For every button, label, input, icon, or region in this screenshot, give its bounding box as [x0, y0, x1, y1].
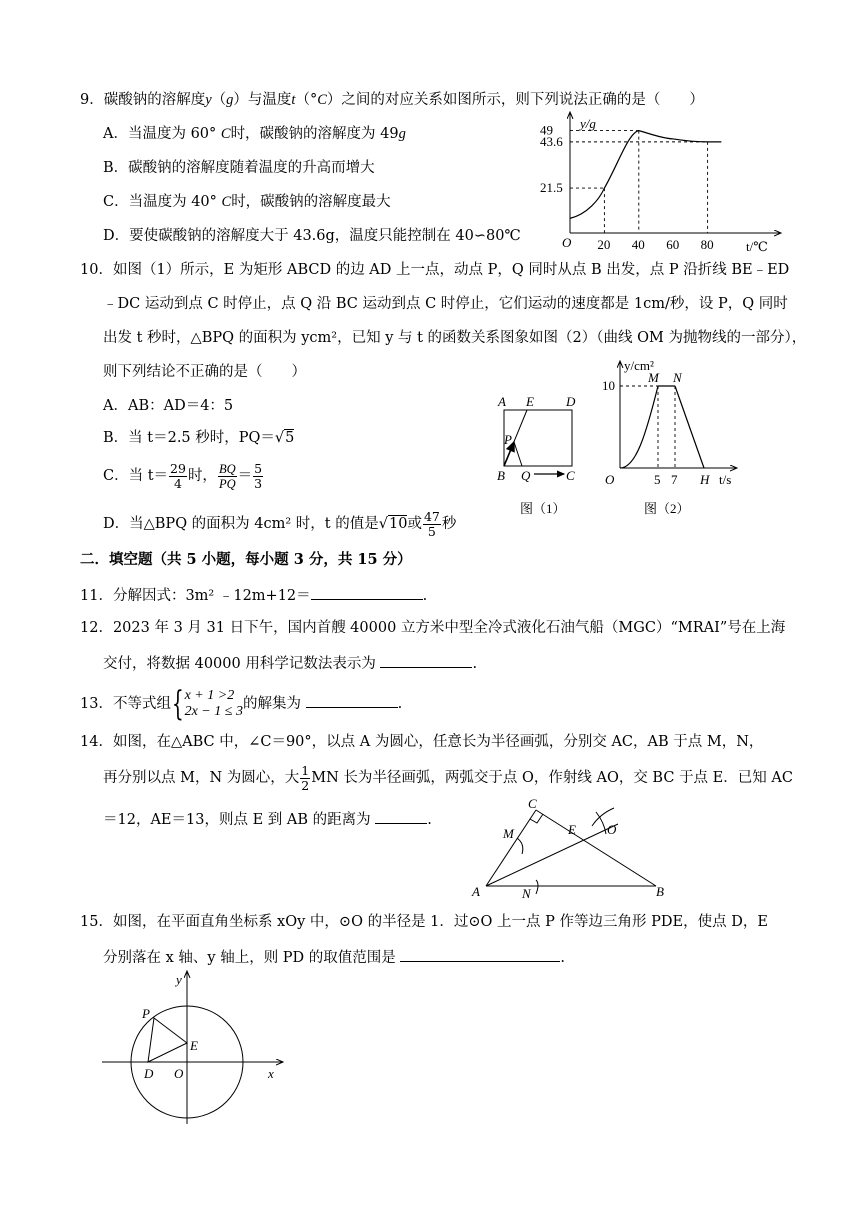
point-d: D: [566, 394, 576, 409]
q9-stem: 9．碳酸钠的溶解度y（g）与温度t（°C）之间的对应关系如图所示，则下列说法正确的是（ ）: [80, 92, 704, 108]
q10-line2: ﹣DC 运动到点 C 时停止，点 Q 沿 BC 运动到点 C 时停止，它们运动的速度都是 1cm/秒，设 P，Q 同时: [103, 296, 788, 312]
x-tick-label: 20: [597, 237, 611, 252]
point-e: E: [190, 1038, 198, 1053]
x-axis-label: t/℃: [746, 239, 768, 254]
q14-answer-blank[interactable]: [375, 808, 427, 824]
q10-option-a: A．AB：AD＝4：5: [103, 398, 234, 414]
point-p: P: [504, 432, 512, 447]
figure-2-caption: 图（2）: [644, 501, 690, 516]
t-label: t/s: [719, 472, 732, 487]
point-n: N: [673, 370, 682, 385]
point-h: H: [700, 472, 710, 487]
rectangle-abcd: [504, 410, 572, 466]
section-title: 二．填空题（共 5 小题，每小题 3 分，共 15 分）: [80, 551, 412, 568]
q9-option-b: B．碳酸钠的溶解度随着温度的升高而增大: [103, 160, 375, 176]
y-axis-label: y/g: [580, 116, 596, 131]
q10-line3: 出发 t 秒时，△BPQ 的面积为 ycm²，已知 y 与 t 的函数关系图象如图（2）（曲线 OM 为抛物线的一部分），: [103, 330, 807, 346]
q14-figure: [470, 796, 680, 900]
x-tick-label: 60: [666, 237, 680, 252]
y-tick-label: 49: [540, 122, 553, 138]
y-label: y/cm²: [624, 358, 654, 373]
q12-line1: 12．2023 年 3 月 31 日下午，国内首艘 40000 立方米中型全冷式液化石油气船（MGC）“MRAI”号在上海: [80, 620, 786, 636]
arc-n: [536, 880, 538, 894]
point-o: O: [607, 822, 617, 837]
q9-option-d: D．要使碳酸钠的溶解度大于 43.6g，温度只能控制在 40∽80℃: [103, 228, 521, 244]
y-tick-label: 43.6: [540, 133, 563, 149]
q15-figure: [98, 966, 288, 1126]
x-tick-label: 40: [631, 237, 645, 252]
segment-nh: [675, 386, 704, 468]
q10-line1: 10．如图（1）所示，E 为矩形 ABCD 的边 AD 上一点，动点 P，Q 同时从点 B 出发，点 P 沿折线 BE﹣ED: [80, 262, 790, 278]
q10-figure-1: [492, 392, 592, 522]
triangle-pde: [148, 1018, 187, 1062]
solubility-chart: [540, 108, 790, 258]
q11: 11．分解因式：3m² ﹣12m+12＝ .: [80, 584, 427, 606]
q14-line1: 14．如图，在△ABC 中，∠C＝90°，以点 A 为圆心，任意长为半径画弧，分别交 AC，AB 于点 M，N，: [80, 734, 764, 750]
curve-om: [620, 386, 658, 468]
point-a: A: [498, 394, 506, 409]
y-tick-label: 21.5: [540, 180, 563, 196]
point-b: B: [656, 884, 664, 899]
q15-line2: 分别落在 x 轴、y 轴上，则 PD 的取值范围是 .: [103, 946, 565, 968]
tick-7: 7: [671, 472, 678, 487]
origin-label: O: [562, 235, 572, 250]
x-label: x: [268, 1066, 274, 1081]
tick-5: 5: [654, 472, 661, 487]
q13-answer-blank[interactable]: [306, 692, 398, 708]
q12-line2: 交付，将数据 40000 用科学记数法表示为 .: [103, 652, 477, 674]
x-tick-label: 80: [700, 237, 714, 252]
y-label: y: [176, 972, 182, 987]
point-n: N: [522, 886, 531, 900]
point-e: E: [568, 822, 576, 837]
point-o: O: [174, 1066, 184, 1081]
figure-1-caption: 图（1）: [520, 501, 566, 516]
arc-m: [517, 838, 523, 854]
point-b: B: [497, 468, 505, 483]
tick-10: 10: [602, 378, 615, 393]
q9-option-a: A．当温度为 60° C时，碳酸钠的溶解度为 49g: [103, 126, 406, 142]
point-d: D: [144, 1066, 154, 1081]
segment-pq: [514, 442, 522, 466]
q10-option-d: D．当△BPQ 的面积为 4cm² 时，t 的值是√10或 $\frac{47}{5}$ 秒: [103, 508, 457, 539]
q10-option-b: B．当 t＝2.5 秒时，PQ＝√5: [103, 430, 295, 446]
origin: O: [605, 472, 615, 487]
q14-line3: ＝12，AE＝13，则点 E 到 AB 的距离为 .: [103, 808, 432, 830]
q15-answer-blank[interactable]: [400, 946, 560, 962]
point-p: P: [142, 1006, 150, 1021]
q10-figure-2: [596, 354, 746, 522]
point-c: C: [566, 468, 575, 483]
point-a: A: [472, 884, 480, 899]
q14-line2: 再分别以点 M，N 为圆心，大 $\frac{1}{2}$ MN 长为半径画弧，两弧交于点 O，作射线 AO，交 BC 于点 E．已知 AC: [103, 762, 793, 793]
q9-option-c: C．当温度为 40° C时，碳酸钠的溶解度最大: [103, 194, 391, 210]
point-q: Q: [521, 468, 531, 483]
q10-option-c: C．当 t＝ $\frac{29}{4}$ 时， $\frac{BQ}{PQ}$ ＝ $\frac{5}{3}$: [103, 460, 263, 491]
point-c: C: [528, 796, 537, 811]
q12-answer-blank[interactable]: [380, 652, 472, 668]
q10-line4: 则下列结论不正确的是（ ）: [103, 364, 306, 380]
point-m: M: [648, 370, 659, 385]
q15-line1: 15．如图，在平面直角坐标系 xOy 中，⊙O 的半径是 1．过⊙O 上一点 P 作等边三角形 PDE，使点 D，E: [80, 914, 768, 930]
q13: 13．不等式组{ x + 1 >2 2x − 1 ≤ 3 的解集为 .: [80, 684, 403, 724]
point-m: M: [503, 826, 514, 841]
q11-answer-blank[interactable]: [311, 584, 423, 600]
point-e: E: [526, 394, 534, 409]
solubility-curve: [570, 131, 721, 219]
